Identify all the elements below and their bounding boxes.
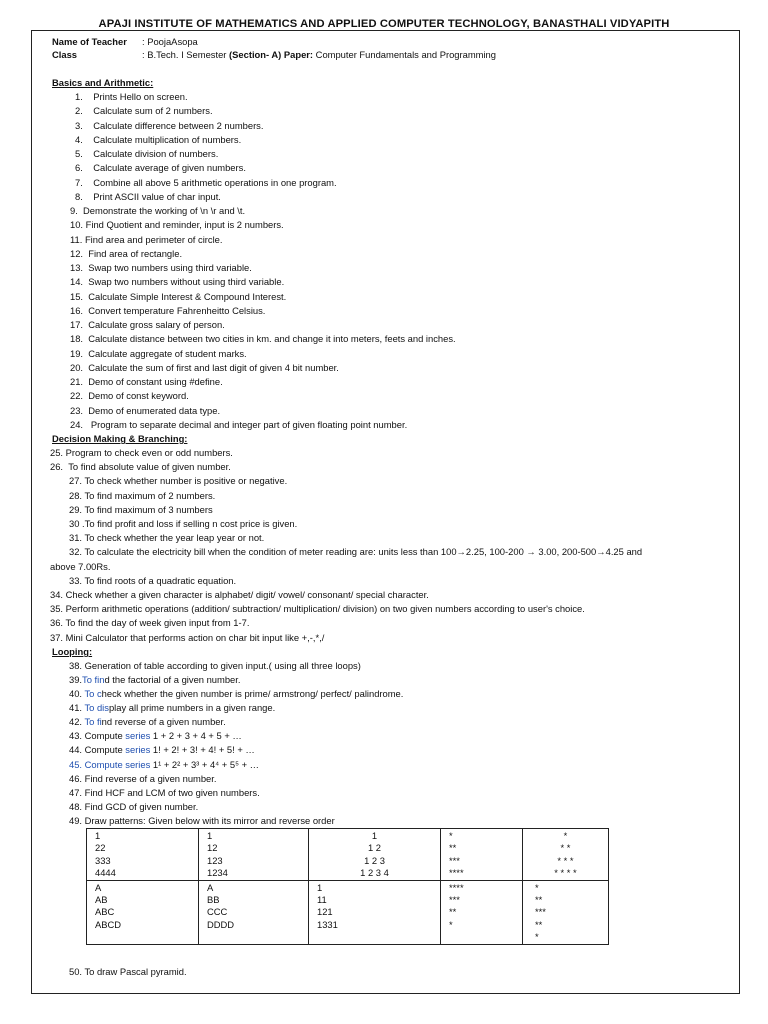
teacher-value: : PoojaAsopa — [142, 36, 198, 47]
page-title: APAJI INSTITUTE OF MATHEMATICS AND APPLIED COMPUTER TECHNOLOGY, BANASTHALI VIDYAPITH — [98, 18, 670, 30]
list-item: 37. Mini Calculator that performs action on char bit input like +,-,*,/ — [50, 631, 325, 643]
list-item: 28. To find maximum of 2 numbers. — [69, 489, 216, 501]
list-item: 27. To check whether number is positive or negative. — [69, 475, 288, 487]
list-item: 18. Calculate distance between two cities in km. and change it into meters, feets and inches. — [70, 333, 456, 345]
list-item: 6. Calculate average of given numbers. — [75, 162, 246, 174]
pattern-cell: A AB ABC ABCD — [87, 880, 199, 944]
list-item: 31. To check whether the year leap year or not. — [69, 532, 265, 544]
item-text: 1! + 2! + 3! + 4! + 5! + … — [150, 744, 255, 755]
item-number: 41. — [69, 702, 85, 713]
class-section: (Section- A) Paper: — [229, 49, 314, 60]
list-item: 46. Find reverse of a given number. — [69, 773, 217, 784]
list-item: 30 .To find profit and loss if selling n cost price is given. — [69, 518, 298, 529]
item-number: 43. Compute — [69, 730, 126, 741]
list-item: 29. To find maximum of 3 numbers — [69, 503, 213, 515]
list-item: 8. Print ASCII value of char input. — [75, 190, 221, 202]
list-item: 2. Calculate sum of 2 numbers. — [75, 105, 213, 117]
class-semester: : B.Tech. I Semester — [142, 49, 230, 60]
list-item: 21. Demo of constant using #define. — [70, 376, 223, 387]
item-text: d the factorial of a given number. — [104, 674, 241, 685]
list-item — [69, 759, 259, 771]
list-item: 22. Demo of const keyword. — [70, 390, 189, 402]
item-number: 40. — [69, 688, 85, 699]
list-item: 33. To find roots of a quadratic equation. — [69, 574, 237, 586]
item-highlight: 45. Compute series — [69, 759, 151, 770]
pattern-cell: * * * * * * * * * * — [523, 829, 609, 881]
pattern-cell: * ** *** **** — [441, 829, 523, 881]
list-item: 17. Calculate gross salary of person. — [70, 319, 225, 330]
pattern-row-top — [87, 829, 609, 881]
pattern-cell: 1 22 333 4444 — [87, 829, 199, 881]
list-item: 13. Swap two numbers using third variable. — [70, 262, 252, 273]
pattern-cell: 1 12 123 1234 — [199, 829, 309, 881]
list-item: 7. Combine all above 5 arithmetic operations in one program. — [75, 176, 337, 188]
list-item — [69, 674, 240, 686]
list-item: above 7.00Rs. — [50, 560, 111, 572]
list-item: 4. Calculate multiplication of numbers. — [75, 133, 242, 145]
pattern-cell: **** *** ** * — [441, 880, 523, 944]
teacher-label: Name of Teacher — [52, 36, 127, 47]
list-item: 20. Calculate the sum of first and last digit of given 4 bit number. — [70, 361, 339, 373]
item-number: 44. Compute — [69, 744, 126, 755]
list-item — [69, 688, 403, 700]
list-item — [69, 716, 226, 728]
item-highlight: To fi — [84, 716, 102, 727]
pattern-cell: 1 1 2 1 2 3 1 2 3 4 — [309, 829, 441, 881]
section-basics: Basics and Arithmetic: — [52, 77, 154, 88]
list-item: 15. Calculate Simple Interest & Compound Interest. — [70, 290, 287, 302]
pattern-cell: 1 11 121 1331 — [309, 880, 441, 944]
list-item: 10. Find Quotient and reminder, input is 2 numbers. — [70, 219, 284, 231]
item-text: nd reverse of a given number. — [101, 716, 226, 727]
list-item: 32. To calculate the electricity bill when the condition of meter reading are: units less than 100→2.25, 100-200 → 3.00, 200-500→4.25 and — [69, 546, 643, 558]
pattern-table-body — [87, 829, 609, 945]
class-value — [142, 49, 496, 61]
list-item — [69, 702, 275, 714]
item-highlight: To c — [84, 688, 102, 699]
list-item: 34. Check whether a given character is alphabet/ digit/ vowel/ consonant/ special character. — [50, 589, 429, 600]
list-item: 47. Find HCF and LCM of two given numbers. — [69, 787, 260, 798]
list-item: 16. Convert temperature Fahrenheitto Celsius. — [70, 304, 266, 316]
list-item: 12. Find area of rectangle. — [70, 247, 183, 259]
list-item: 48. Find GCD of given number. — [69, 801, 199, 812]
list-item: 19. Calculate aggregate of student marks. — [70, 347, 247, 359]
list-item: 23. Demo of enumerated data type. — [70, 404, 221, 416]
item-highlight: series — [125, 744, 151, 755]
pattern-cell: A BB CCC DDDD — [199, 880, 309, 944]
list-item: 9. Demonstrate the working of \n \r and \t. — [70, 205, 246, 216]
item-text: heck whether the given number is prime/ armstrong/ perfect/ palindrome. — [101, 688, 404, 699]
list-item: 3. Calculate difference between 2 numbers. — [75, 119, 264, 131]
list-item: 50. To draw Pascal pyramid. — [69, 966, 187, 977]
list-item — [69, 730, 242, 742]
pattern-cell: * ** *** ** * — [523, 880, 609, 944]
list-item: 24. Program to separate decimal and integer part of given floating point number. — [70, 418, 408, 430]
list-item: 5. Calculate division of numbers. — [75, 148, 219, 159]
item-number: 39. — [69, 674, 83, 685]
class-paper: Computer Fundamentals and Programming — [313, 49, 496, 60]
item-number: 42. — [69, 716, 85, 727]
section-decision: Decision Making & Branching: — [52, 433, 188, 444]
item-text: 1 + 2 + 3 + 4 + 5 + … — [150, 730, 242, 741]
list-item: 14. Swap two numbers without using third variable. — [70, 276, 285, 288]
pattern-table — [86, 828, 609, 945]
list-item: 25. Program to check even or odd numbers. — [50, 447, 233, 458]
list-item — [69, 744, 255, 756]
item-highlight: series — [125, 730, 151, 741]
list-item: 1. Prints Hello on screen. — [75, 91, 188, 102]
list-item: 38. Generation of table according to given input.( using all three loops) — [69, 660, 361, 671]
list-item: 49. Draw patterns: Given below with its mirror and reverse order — [69, 815, 335, 826]
section-looping: Looping: — [52, 646, 93, 657]
list-item: 36. To find the day of week given input from 1-7. — [50, 617, 250, 629]
list-item: 26. To find absolute value of given number. — [50, 461, 231, 473]
item-text: play all prime numbers in a given range. — [108, 702, 276, 713]
pattern-row-bottom — [87, 880, 609, 944]
item-highlight: To fin — [82, 674, 105, 685]
list-item: 11. Find area and perimeter of circle. — [70, 233, 223, 245]
list-item: 35. Perform arithmetic operations (addition/ subtraction/ multiplication/ division) on two given numbers according to user's choice. — [50, 603, 585, 615]
item-text: 1¹ + 2² + 3³ + 4⁴ + 5⁵ + … — [150, 759, 260, 770]
item-highlight: To dis — [84, 702, 109, 713]
class-label: Class — [52, 49, 78, 60]
